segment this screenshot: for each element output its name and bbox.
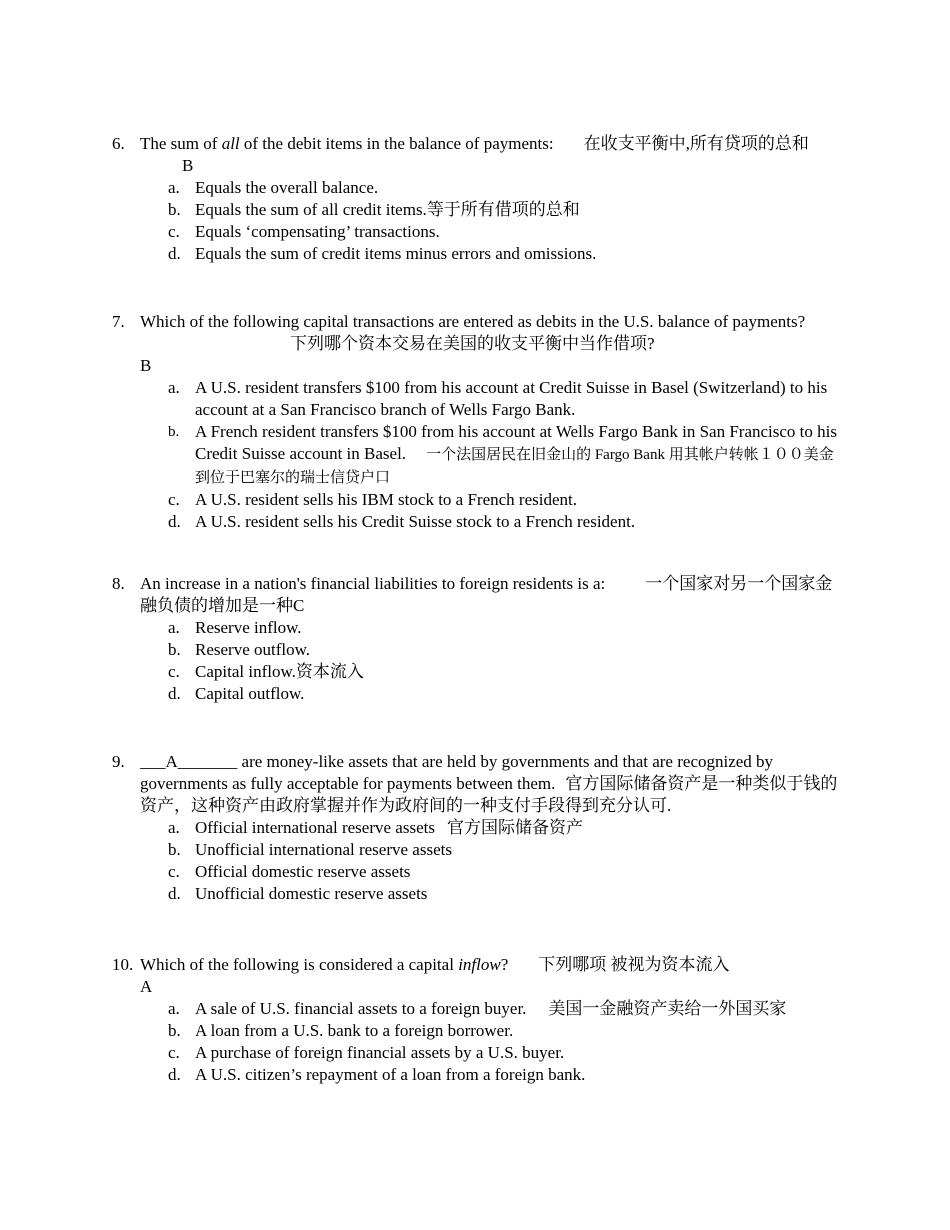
option-text: A loan from a U.S. bank to a foreign borrower. [195, 1021, 514, 1040]
option-c [168, 489, 842, 511]
option-a [168, 617, 842, 639]
option-text: Equals the sum of credit items minus errors and omissions. [195, 244, 597, 263]
option-letter: a. [168, 999, 180, 1018]
option-text: Official domestic reserve assets [195, 862, 411, 881]
question-stem [140, 954, 842, 998]
option-text: A U.S. resident sells his IBM stock to a French resident. [195, 490, 577, 509]
option-letter: a. [168, 178, 180, 197]
option-letter: d. [168, 684, 181, 703]
option-d [168, 511, 842, 533]
question-number: 7. [112, 312, 125, 331]
option-b [168, 1020, 842, 1042]
option-c [168, 1042, 842, 1064]
question-number: 10. [112, 955, 134, 974]
option-d [168, 683, 842, 705]
option-text: Official international reserve assets [195, 818, 435, 837]
stem-text: ? [500, 955, 509, 974]
option-b [168, 639, 842, 661]
option-letter: b. [168, 424, 180, 440]
option-letter: b. [168, 840, 181, 859]
stem-translation: 下列哪个资本交易在美国的收支平衡中当作借项? [290, 334, 655, 353]
answer-blank: _______ [177, 752, 238, 771]
option-letter: a. [168, 378, 180, 397]
stem-translation: 在收支平衡中,所有贷项的总和 [583, 134, 809, 153]
stem-text: Which of the following is considered a capital [140, 955, 459, 974]
option-letter: d. [168, 884, 181, 903]
option-text: Unofficial international reserve assets [195, 840, 452, 859]
question-number: 9. [112, 752, 125, 771]
stem-emphasis: inflow [458, 955, 501, 974]
stem-translation: 官方国际储备资产是一种类似于钱的资产，这种资产由政府掌握并作为政府间的一种支付手段得到充分认可. [140, 774, 838, 815]
option-text: A sale of U.S. financial assets to a foreign buyer. [195, 999, 527, 1018]
option-text: Unofficial domestic reserve assets [195, 884, 428, 903]
option-c [168, 861, 842, 883]
stem-text: of the debit items in the balance of payments: [239, 134, 554, 153]
answer-key: A [140, 977, 153, 996]
stem-text: The sum of [140, 134, 222, 153]
option-letter: c. [168, 662, 180, 681]
option-letter: a. [168, 618, 180, 637]
question-8 [112, 573, 842, 705]
option-translation: 等于所有借项的总和 [426, 200, 580, 219]
question-stem [140, 573, 842, 617]
option-letter: b. [168, 1021, 181, 1040]
option-text: A U.S. citizen’s repayment of a loan from a foreign bank. [195, 1065, 586, 1084]
option-letter: c. [168, 490, 180, 509]
question-9 [112, 751, 842, 905]
option-a [168, 998, 842, 1020]
option-text: Equals the sum of all credit items. [195, 200, 427, 219]
answer-key: B [140, 356, 152, 375]
option-letter: c. [168, 862, 180, 881]
options-list [168, 617, 842, 705]
option-text: A U.S. resident transfers $100 from his account at Credit Suisse in Basel (Switzerland) to his account at a San Francisco branch of Wells Fargo Bank. [195, 378, 828, 419]
option-b [168, 421, 842, 489]
stem-text: Which of the following capital transactions are entered as debits in the U.S. balance of payments? [140, 312, 806, 331]
option-text: A purchase of foreign financial assets by a U.S. buyer. [195, 1043, 565, 1062]
option-text: Capital inflow. [195, 662, 296, 681]
answer-key: A [165, 752, 178, 771]
options-list [168, 177, 842, 265]
option-letter: c. [168, 1043, 180, 1062]
option-d [168, 883, 842, 905]
stem-emphasis: all [221, 134, 240, 153]
question-number: 6. [112, 134, 125, 153]
option-text: A French resident transfers $100 from his account at Wells Fargo Bank in San Francisco to his Credit Suisse account in Basel. [195, 422, 837, 463]
option-b [168, 839, 842, 861]
option-translation: 官方国际储备资产 [446, 818, 583, 837]
stem-translation: 下列哪项 被视为资本流入 [538, 955, 730, 974]
answer-key: C [293, 596, 305, 615]
options-list [168, 998, 842, 1086]
answer-blank: ___ [140, 752, 166, 771]
option-letter: d. [168, 1065, 181, 1084]
option-a [168, 817, 842, 839]
answer-key: B [182, 156, 194, 175]
option-text: Reserve outflow. [195, 640, 311, 659]
option-letter: c. [168, 222, 180, 241]
option-translation: 资本流入 [295, 662, 364, 681]
option-text: Reserve inflow. [195, 618, 302, 637]
options-list [168, 377, 842, 533]
option-b [168, 199, 842, 221]
question-stem [140, 133, 842, 177]
stem-text: An increase in a nation's financial liabilities to foreign residents is a: [140, 574, 606, 593]
option-c [168, 661, 842, 683]
question-stem [140, 751, 842, 817]
option-text: Capital outflow. [195, 684, 305, 703]
option-text: Equals the overall balance. [195, 178, 379, 197]
question-10 [112, 954, 842, 1086]
option-letter: a. [168, 818, 180, 837]
option-translation: 一个法国居民在旧金山的 Fargo Bank 用其帐户转帐１００美金到位于巴塞尔的瑞士信贷户口 [195, 447, 834, 486]
question-stem [140, 311, 842, 377]
stem-translation: 一个国家对另一个国家金融负债的增加是一种 [140, 574, 833, 615]
option-d [168, 1064, 842, 1086]
option-letter: d. [168, 244, 181, 263]
option-text: A U.S. resident sells his Credit Suisse stock to a French resident. [195, 512, 636, 531]
question-7 [112, 311, 842, 533]
option-letter: d. [168, 512, 181, 531]
options-list [168, 817, 842, 905]
option-d [168, 243, 842, 265]
option-a [168, 377, 842, 421]
option-a [168, 177, 842, 199]
stem-text: are money-like assets that are held by governments and that are recognized by governments as fully acceptable for payments between them. [140, 752, 774, 793]
option-translation: 美国一金融资产卖给一外国买家 [548, 999, 787, 1018]
question-number: 8. [112, 574, 125, 593]
option-c [168, 221, 842, 243]
question-6 [112, 133, 842, 265]
option-letter: b. [168, 200, 181, 219]
option-text: Equals ‘compensating’ transactions. [195, 222, 440, 241]
option-letter: b. [168, 640, 181, 659]
